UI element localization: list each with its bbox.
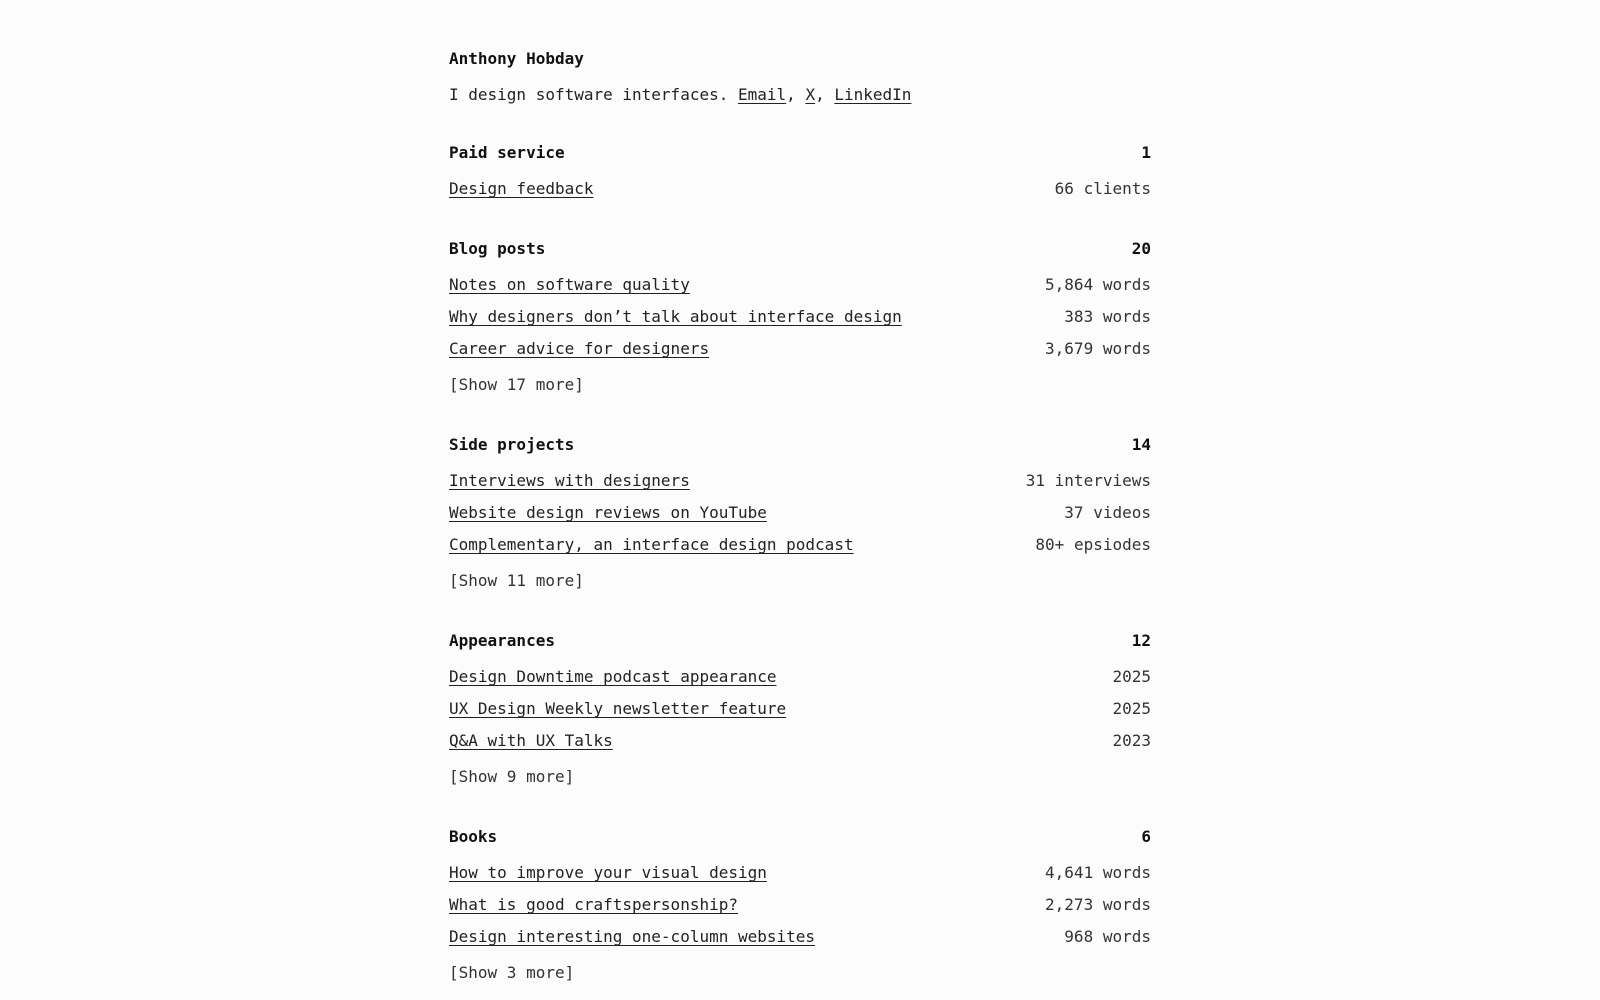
item-meta: 3,679 words	[1045, 339, 1151, 358]
section-blog-posts	[449, 239, 1151, 395]
list-item	[449, 535, 1151, 555]
email-link[interactable]: Email	[738, 85, 787, 104]
item-link[interactable]: Interviews with designers	[449, 471, 690, 490]
linkedin-link[interactable]: LinkedIn	[834, 85, 912, 104]
intro-line	[449, 85, 911, 105]
list-item	[449, 503, 1151, 523]
item-link[interactable]: Design feedback	[449, 179, 594, 198]
section-side-projects	[449, 435, 1151, 591]
item-link[interactable]: UX Design Weekly newsletter feature	[449, 699, 787, 718]
section-header	[449, 143, 1151, 163]
item-link[interactable]: Notes on software quality	[449, 275, 690, 294]
item-meta: 2023	[1112, 731, 1151, 750]
section-count: 1	[1141, 143, 1151, 162]
section-header	[449, 435, 1151, 455]
item-link[interactable]: Career advice for designers	[449, 339, 710, 358]
list-item	[449, 863, 1151, 883]
section-count: 20	[1131, 239, 1151, 258]
list-item	[449, 471, 1151, 491]
item-link[interactable]: Complementary, an interface design podcast	[449, 535, 854, 554]
section-count: 14	[1131, 435, 1151, 454]
show-more-button[interactable]: [Show 17 more]	[449, 375, 584, 394]
item-meta: 5,864 words	[1045, 275, 1151, 294]
item-link[interactable]: What is good craftspersonship?	[449, 895, 738, 914]
item-meta: 2025	[1112, 699, 1151, 718]
item-meta: 37 videos	[1064, 503, 1151, 522]
section-title: Books	[449, 827, 498, 846]
link-separator: ,	[786, 85, 806, 104]
show-more-button[interactable]: [Show 11 more]	[449, 571, 584, 590]
item-meta: 383 words	[1064, 307, 1151, 326]
link-separator: ,	[815, 85, 835, 104]
section-header	[449, 631, 1151, 651]
item-meta: 80+ epsiodes	[1035, 535, 1151, 554]
show-more-button[interactable]: [Show 9 more]	[449, 767, 575, 786]
section-count: 12	[1131, 631, 1151, 650]
item-link[interactable]: Website design reviews on YouTube	[449, 503, 767, 522]
item-link[interactable]: Q&A with UX Talks	[449, 731, 613, 750]
list-item	[449, 667, 1151, 687]
section-appearances	[449, 631, 1151, 787]
list-item	[449, 307, 1151, 327]
item-meta: 4,641 words	[1045, 863, 1151, 882]
item-meta: 968 words	[1064, 927, 1151, 946]
section-paid-service	[449, 143, 1151, 199]
item-meta: 2,273 words	[1045, 895, 1151, 914]
site-title: Anthony Hobday	[449, 49, 584, 68]
section-title: Paid service	[449, 143, 565, 162]
section-header	[449, 239, 1151, 259]
list-item	[449, 895, 1151, 915]
list-item	[449, 927, 1151, 947]
show-more-button[interactable]: [Show 3 more]	[449, 963, 575, 982]
item-link[interactable]: Why designers don’t talk about interface design	[449, 307, 902, 326]
section-title: Side projects	[449, 435, 575, 454]
tagline: I design software interfaces.	[449, 85, 729, 104]
list-item	[449, 179, 1151, 199]
item-link[interactable]: How to improve your visual design	[449, 863, 767, 882]
item-meta: 2025	[1112, 667, 1151, 686]
item-link[interactable]: Design interesting one-column websites	[449, 927, 816, 946]
list-item	[449, 731, 1151, 751]
section-header	[449, 827, 1151, 847]
list-item	[449, 699, 1151, 719]
section-count: 6	[1141, 827, 1151, 846]
item-meta: 66 clients	[1054, 179, 1151, 198]
x-link[interactable]: X	[805, 85, 816, 104]
section-title: Blog posts	[449, 239, 546, 258]
list-item	[449, 339, 1151, 359]
section-books	[449, 827, 1151, 983]
list-item	[449, 275, 1151, 295]
item-meta: 31 interviews	[1025, 471, 1151, 490]
item-link[interactable]: Design Downtime podcast appearance	[449, 667, 777, 686]
section-title: Appearances	[449, 631, 555, 650]
